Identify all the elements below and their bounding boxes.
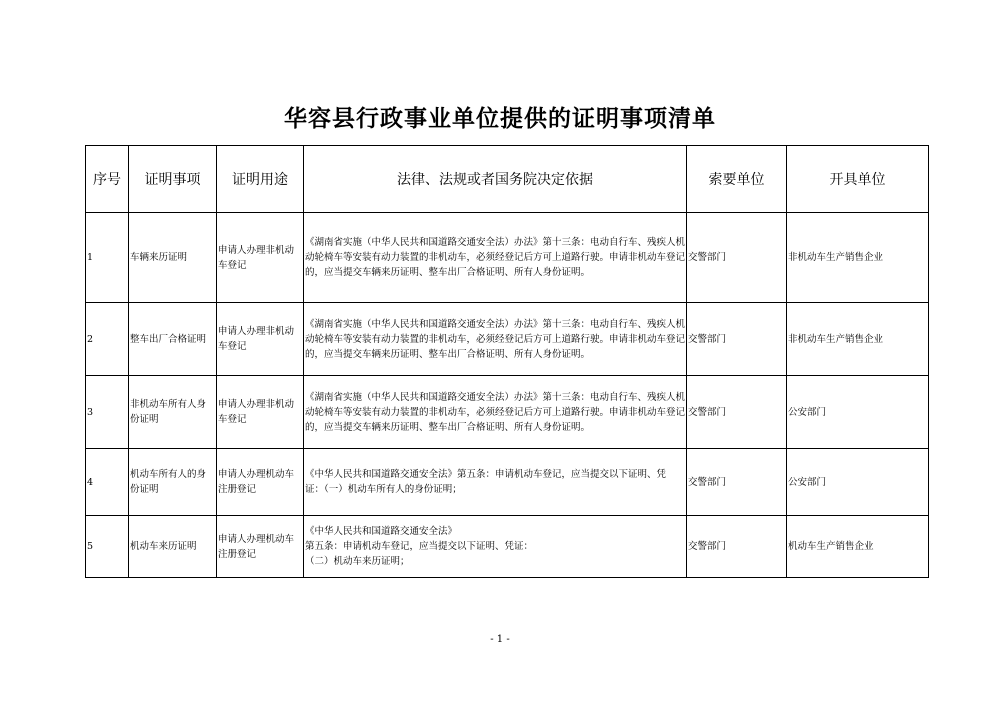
page-number: - 1 - — [490, 634, 510, 645]
row-legal-basis: 《湖南省实施（中华人民共和国道路交通安全法）办法》第十三条：电动自行车、残疾人机动轮椅车等安装有动力装置的非机动车，必须经登记后方可上道路行驶。申请非机动车登记的，应当提交车辆来历证明、整车出厂合格证明、所有人身份证明。 — [304, 213, 687, 303]
header-legal-basis: 法律、法规或者国务院决定依据 — [304, 146, 687, 213]
row-certificate-item: 车辆来历证明 — [129, 213, 217, 303]
row-certificate-item: 机动车来历证明 — [129, 516, 217, 578]
row-certificate-item: 机动车所有人的身份证明 — [129, 449, 217, 516]
row-issuing-unit: 公安部门 — [787, 376, 929, 449]
row-legal-basis: 《湖南省实施（中华人民共和国道路交通安全法）办法》第十三条：电动自行车、残疾人机动轮椅车等安装有动力装置的非机动车，必须经登记后方可上道路行驶。申请非机动车登记的，应当提交车辆来历证明、整车出厂合格证明、所有人身份证明。 — [304, 303, 687, 376]
row-serial-number: 1 — [86, 213, 129, 303]
row-serial-number: 4 — [86, 449, 129, 516]
row-issuing-unit: 机动车生产销售企业 — [787, 516, 929, 578]
row-certificate-purpose: 申请人办理非机动车登记 — [217, 303, 304, 376]
table-row — [86, 516, 929, 578]
row-certificate-item: 整车出厂合格证明 — [129, 303, 217, 376]
row-issuing-unit: 公安部门 — [787, 449, 929, 516]
row-certificate-purpose: 申请人办理非机动车登记 — [217, 213, 304, 303]
table-header-row — [86, 146, 929, 213]
row-serial-number: 2 — [86, 303, 129, 376]
table-row — [86, 449, 929, 516]
header-serial-number: 序号 — [86, 146, 129, 213]
row-certificate-item: 非机动车所有人身份证明 — [129, 376, 217, 449]
row-issuing-unit: 非机动车生产销售企业 — [787, 213, 929, 303]
row-requesting-unit: 交警部门 — [687, 516, 787, 578]
header-certificate-purpose: 证明用途 — [217, 146, 304, 213]
row-serial-number: 3 — [86, 376, 129, 449]
header-issuing-unit: 开具单位 — [787, 146, 929, 213]
legal-basis-line: （二）机动车来历证明； — [305, 556, 410, 567]
row-serial-number: 5 — [86, 516, 129, 578]
row-legal-basis — [304, 516, 687, 578]
row-certificate-purpose: 申请人办理非机动车登记 — [217, 376, 304, 449]
document-title: 华容县行政事业单位提供的证明事项清单 — [284, 105, 716, 132]
row-requesting-unit: 交警部门 — [687, 303, 787, 376]
header-certificate-item: 证明事项 — [129, 146, 217, 213]
row-requesting-unit: 交警部门 — [687, 376, 787, 449]
row-requesting-unit: 交警部门 — [687, 213, 787, 303]
legal-basis-line: 第五条：申请机动车登记，应当提交以下证明、凭证： — [305, 541, 534, 552]
row-legal-basis: 《湖南省实施（中华人民共和国道路交通安全法）办法》第十三条：电动自行车、残疾人机动轮椅车等安装有动力装置的非机动车，必须经登记后方可上道路行驶。申请非机动车登记的，应当提交车辆来历证明、整车出厂合格证明、所有人身份证明。 — [304, 376, 687, 449]
table-row — [86, 303, 929, 376]
header-requesting-unit: 索要单位 — [687, 146, 787, 213]
table-row — [86, 213, 929, 303]
row-issuing-unit: 非机动车生产销售企业 — [787, 303, 929, 376]
legal-basis-line: 《中华人民共和国道路交通安全法》 — [305, 526, 458, 537]
table-row — [86, 376, 929, 449]
certificate-items-table — [85, 145, 929, 578]
row-legal-basis: 《中华人民共和国道路交通安全法》第五条：申请机动车登记，应当提交以下证明、凭证：（一）机动车所有人的身份证明； — [304, 449, 687, 516]
row-certificate-purpose: 申请人办理机动车注册登记 — [217, 449, 304, 516]
row-certificate-purpose: 申请人办理机动车注册登记 — [217, 516, 304, 578]
row-requesting-unit: 交警部门 — [687, 449, 787, 516]
